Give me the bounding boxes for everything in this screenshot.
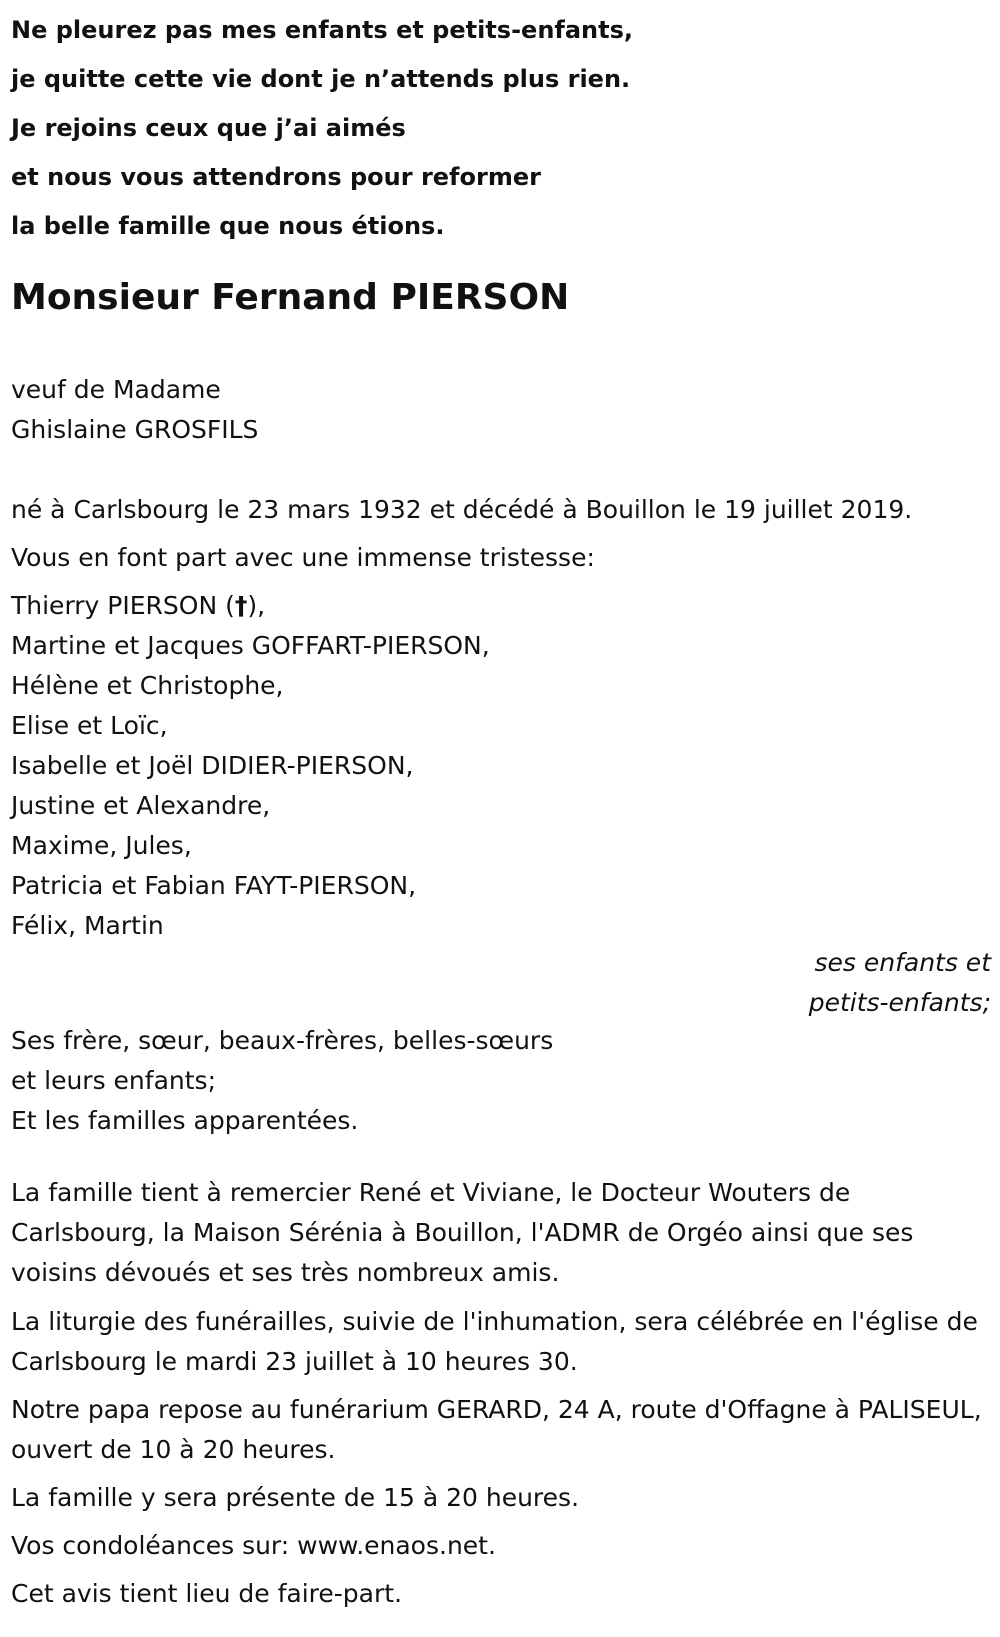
notice-text: Cet avis tient lieu de faire-part. xyxy=(11,1579,403,1608)
family-line xyxy=(11,586,490,626)
family-presence: La famille y sera présente de 15 à 20 heures. xyxy=(11,1483,580,1512)
thanks-paragraph: La famille tient à remercier René et Viviane, le Docteur Wouters de Carlsbourg, la Maison Sérénia à Bouillon, l'ADMR de Orgéo ainsi que ses voisins dévoués et ses très nombreux amis. xyxy=(11,1178,914,1287)
spouse-name: Ghislaine GROSFILS xyxy=(11,415,259,444)
family-line: Isabelle et Joël DIDIER-PIERSON, xyxy=(11,751,414,780)
poem xyxy=(11,6,911,251)
family-list xyxy=(11,586,490,946)
poem-line: je quitte cette vie dont je n’attends plus rien. xyxy=(11,65,631,93)
sibling-line: Et les familles apparentées. xyxy=(11,1106,359,1135)
family-line: Maxime, Jules, xyxy=(11,831,192,860)
condolences-text: Vos condoléances sur: www.enaos.net. xyxy=(11,1531,496,1560)
funerarium-paragraph: Notre papa repose au funérarium GERARD, 24 A, route d'Offagne à PALISEUL, ouvert de 10 à 20 heures. xyxy=(11,1395,982,1464)
relation-line: ses enfants et xyxy=(814,948,991,977)
family-line: Martine et Jacques GOFFART-PIERSON, xyxy=(11,631,490,660)
deceased-name: Monsieur Fernand PIERSON xyxy=(11,277,570,318)
family-line: Justine et Alexandre, xyxy=(11,791,271,820)
family-line: Patricia et Fabian FAYT-PIERSON, xyxy=(11,871,417,900)
sibling-line: et leurs enfants; xyxy=(11,1066,216,1095)
birth-death: né à Carlsbourg le 23 mars 1932 et décédé à Bouillon le 19 juillet 2019. xyxy=(11,495,913,524)
announcement-intro: Vous en font part avec une immense tristesse: xyxy=(11,543,595,572)
siblings-list xyxy=(11,1021,553,1141)
cross-icon: † xyxy=(234,591,248,620)
widow-of xyxy=(11,370,258,450)
poem-line: Je rejoins ceux que j’ai aimés xyxy=(11,114,406,142)
family-punctuation: ), xyxy=(247,591,266,620)
widow-line: veuf de Madame xyxy=(11,375,221,404)
poem-line: Ne pleurez pas mes enfants et petits-enfants, xyxy=(11,16,634,44)
funeral-paragraph: La liturgie des funérailles, suivie de l'inhumation, sera célébrée en l'église de Carlsbourg le mardi 23 juillet à 10 heures 30. xyxy=(11,1307,978,1376)
family-line: Félix, Martin xyxy=(11,911,164,940)
family-name: Thierry PIERSON ( xyxy=(11,591,235,620)
poem-line: la belle famille que nous étions. xyxy=(11,212,445,240)
family-line: Hélène et Christophe, xyxy=(11,671,284,700)
family-line: Elise et Loïc, xyxy=(11,711,168,740)
family-relation xyxy=(691,943,991,1023)
sibling-line: Ses frère, sœur, beaux-frères, belles-sœurs xyxy=(11,1026,554,1055)
poem-line: et nous vous attendrons pour reformer xyxy=(11,163,541,191)
relation-line: petits-enfants; xyxy=(808,988,991,1017)
